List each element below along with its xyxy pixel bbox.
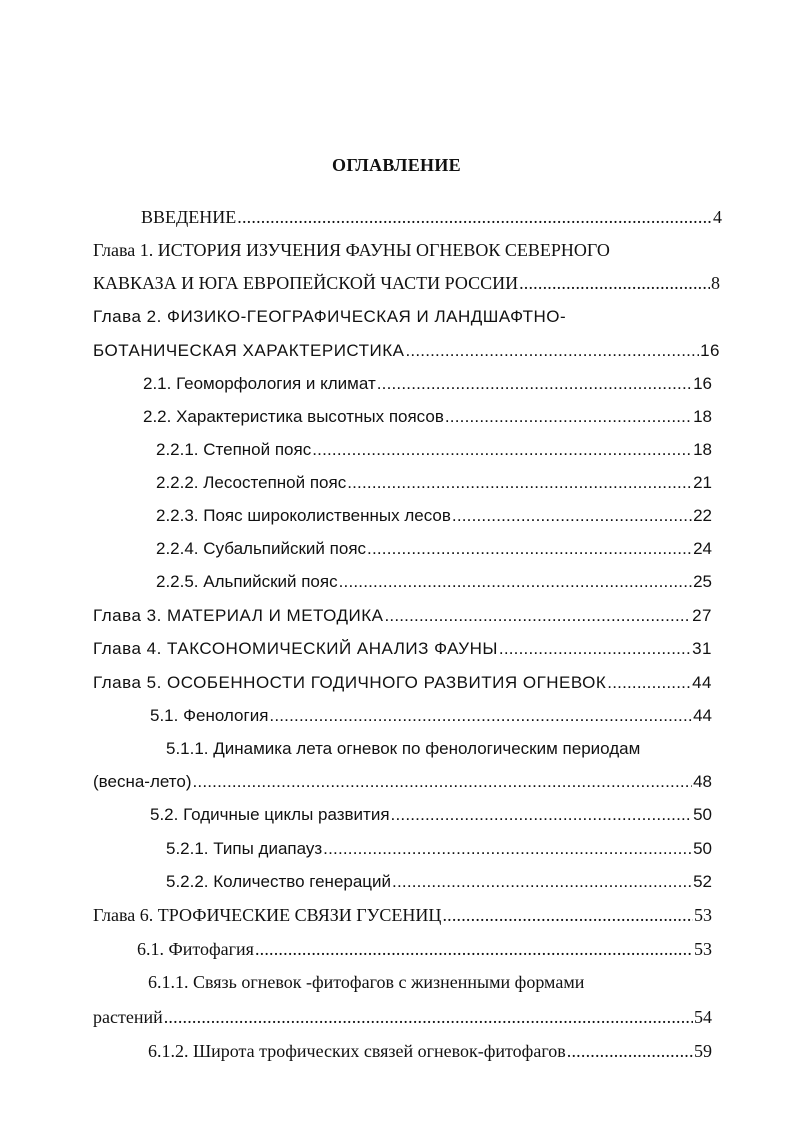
toc-entry-page: 53: [694, 905, 712, 925]
dot-leader: [607, 671, 691, 695]
toc-entry-6-1-1: [93, 1005, 712, 1029]
toc-entry-text: ВВЕДЕНИЕ: [141, 207, 237, 227]
toc-entry-page: 16: [693, 374, 712, 393]
toc-entry-page: 18: [693, 440, 712, 459]
toc-entry-text: 5.2.2. Количество генераций: [166, 872, 392, 891]
toc-entry-page: 31: [692, 639, 712, 658]
toc-entry-page: 16: [700, 341, 720, 360]
toc-entry-5-2: [150, 803, 712, 827]
toc-entry-page: 53: [694, 939, 712, 959]
dot-leader: [391, 803, 693, 827]
toc-entry-2-2-1: [156, 438, 712, 462]
dot-leader: [519, 271, 710, 295]
dot-leader: [192, 770, 692, 794]
toc-entry-2-2-3: [156, 504, 712, 528]
toc-entry-page: 50: [693, 839, 712, 858]
toc-entry-page: 59: [694, 1041, 712, 1061]
toc-entry-text: 2.2.1. Степной пояс: [156, 440, 312, 459]
toc-entry-5-2-1: [166, 837, 712, 861]
toc-entry-2-2-5: [156, 570, 712, 594]
toc-entry-5-1-1: [93, 770, 712, 794]
dot-leader: [312, 438, 692, 462]
dot-leader: [323, 837, 692, 861]
toc-entry-introduction: [141, 205, 722, 229]
toc-entry-5-1-1-line1: 5.1.1. Динамика лета огневок по фенологическим периодам: [166, 739, 641, 758]
toc-entry-5-2-2: [166, 870, 712, 894]
toc-entry-page: 50: [693, 805, 712, 824]
dot-leader: [347, 471, 692, 495]
toc-entry-text: 6.1.2. Широта трофических связей огневок-фитофагов: [148, 1041, 566, 1061]
toc-entry-text: (весна-лето): [93, 772, 192, 791]
toc-entry-chapter2-line1: Глава 2. ФИЗИКО-ГЕОГРАФИЧЕСКАЯ И ЛАНДШАФТНО-: [93, 307, 567, 326]
toc-entry-text: 2.2.2. Лесостепной пояс: [156, 473, 347, 492]
toc-entry-page: 44: [692, 673, 712, 692]
dot-leader: [269, 704, 692, 728]
toc-entry-2-2: [143, 405, 712, 429]
toc-entry-page: 44: [693, 706, 712, 725]
toc-entry-page: 24: [693, 539, 712, 558]
toc-entry-2-2-4: [156, 537, 712, 561]
toc-entry-text: 5.2. Годичные циклы развития: [150, 805, 390, 824]
toc-entry-chapter6: [93, 903, 712, 927]
dot-leader: [237, 205, 712, 229]
dot-leader: [164, 1005, 693, 1029]
toc-entry-chapter2: [93, 339, 720, 363]
toc-entry-text: 6.1. Фитофагия: [137, 939, 254, 959]
toc-entry-6-1: [137, 937, 712, 961]
toc-entry-text: 5.1. Фенология: [150, 706, 269, 725]
toc-entry-page: 25: [693, 572, 712, 591]
toc-entry-text: 2.2.3. Пояс широколиственных лесов: [156, 506, 451, 525]
dot-leader: [567, 1039, 693, 1063]
toc-entry-page: 21: [693, 473, 712, 492]
toc-entry-chapter3: [93, 604, 712, 628]
toc-entry-text: 5.2.1. Типы диапауз: [166, 839, 323, 858]
toc-entry-text: 2.1. Геоморфология и климат: [143, 374, 376, 393]
toc-entry-page: 54: [694, 1007, 712, 1027]
toc-entry-text: Глава 4. ТАКСОНОМИЧЕСКИЙ АНАЛИЗ ФАУНЫ: [93, 639, 498, 658]
dot-leader: [367, 537, 692, 561]
toc-entry-text: 2.2. Характеристика высотных поясов: [143, 407, 444, 426]
toc-entry-chapter5: [93, 671, 712, 695]
toc-entry-text: Глава 3. МАТЕРИАЛ И МЕТОДИКА: [93, 606, 384, 625]
toc-entry-page: 4: [713, 207, 722, 227]
toc-entry-text: КАВКАЗА И ЮГА ЕВРОПЕЙСКОЙ ЧАСТИ РОССИИ: [93, 273, 519, 293]
toc-entry-2-2-2: [156, 471, 712, 495]
toc-entry-text: растений: [93, 1007, 163, 1027]
toc-entry-chapter4: [93, 637, 712, 661]
toc-entry-page: 8: [711, 273, 720, 293]
toc-entry-page: 22: [693, 506, 712, 525]
dot-leader: [442, 903, 693, 927]
toc-entry-6-1-1-line1: 6.1.1. Связь огневок -фитофагов с жизненными формами: [148, 972, 585, 992]
toc-entry-page: 27: [692, 606, 712, 625]
dot-leader: [255, 937, 693, 961]
dot-leader: [499, 637, 691, 661]
toc-entry-text: БОТАНИЧЕСКАЯ ХАРАКТЕРИСТИКА: [93, 341, 405, 360]
toc-entry-5-1: [150, 704, 712, 728]
dot-leader: [452, 504, 692, 528]
toc-entry-text: Глава 6. ТРОФИЧЕСКИЕ СВЯЗИ ГУСЕНИЦ: [93, 905, 442, 925]
toc-entry-text: 2.2.5. Альпийский пояс: [156, 572, 338, 591]
toc-entry-6-1-2: [148, 1039, 712, 1063]
page-title: ОГЛАВЛЕНИЕ: [332, 155, 461, 175]
toc-entry-page: 48: [693, 772, 712, 791]
toc-entry-page: 18: [693, 407, 712, 426]
toc-entry-chapter1-line1: Глава 1. ИСТОРИЯ ИЗУЧЕНИЯ ФАУНЫ ОГНЕВОК СЕВЕРНОГО: [93, 240, 610, 260]
toc-entry-text: 2.2.4. Субальпийский пояс: [156, 539, 367, 558]
dot-leader: [392, 870, 692, 894]
dot-leader: [339, 570, 692, 594]
toc-entry-2-1: [143, 372, 712, 396]
dot-leader: [406, 339, 700, 363]
toc-entry-page: 52: [693, 872, 712, 891]
toc-entry-chapter1: [93, 271, 720, 295]
dot-leader: [377, 372, 692, 396]
dot-leader: [384, 604, 691, 628]
toc-entry-text: Глава 5. ОСОБЕННОСТИ ГОДИЧНОГО РАЗВИТИЯ ОГНЕВОК: [93, 673, 607, 692]
dot-leader: [445, 405, 692, 429]
